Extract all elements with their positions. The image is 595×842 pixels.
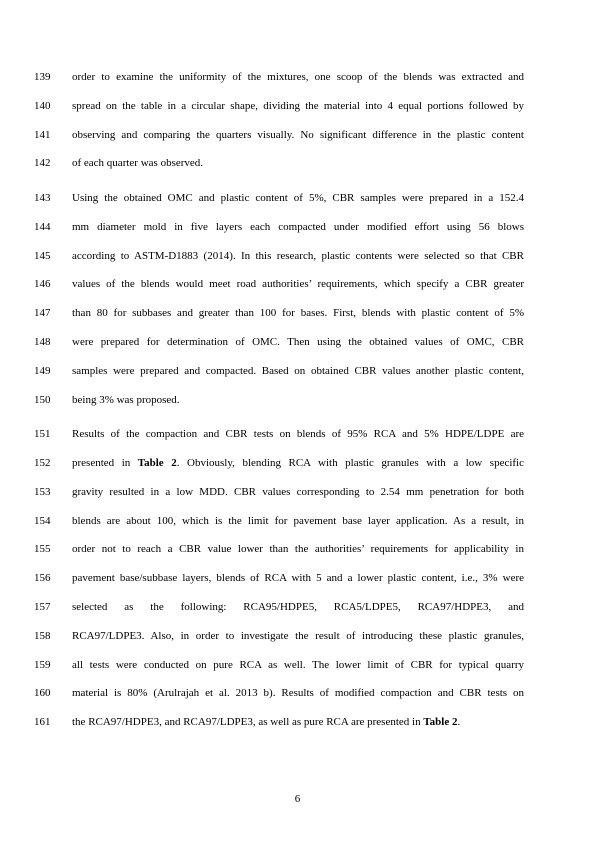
text-run: according to ASTM-D1883 (2014). In this research, plastic contents were selected so that CBR [72,249,524,262]
line-text [72,334,524,350]
line-number: 154 [34,514,51,527]
text-run: all tests were conducted on pure RCA as well. The lower limit of CBR for typical quarry [72,658,524,671]
line-number: 159 [34,658,51,671]
line-text [72,248,524,264]
line-number: 150 [34,393,51,406]
text-line [0,276,595,292]
line-number: 157 [34,601,51,614]
text-line [0,98,595,114]
line-text [72,541,524,557]
text-line [0,334,595,350]
text-line [0,305,595,321]
table-reference: Table 2 [423,716,458,729]
line-number: 152 [34,457,51,470]
text-line [0,455,595,471]
table-reference: Table 2 [137,457,177,470]
text-run: were prepared for determination of OMC. Then using the obtained values of OMC, CBR [72,336,524,349]
line-number: 140 [34,99,51,112]
text-run: presented in [72,457,138,470]
text-run: samples were prepared and compacted. Based on obtained CBR values another plastic content, [72,364,524,377]
line-text [72,276,524,292]
text-line [0,570,595,586]
line-text [72,426,524,442]
text-run: the RCA97/HDPE3, and RCA97/LDPE3, as well as pure RCA are presented in [72,716,424,729]
text-line [0,484,595,500]
line-number: 146 [34,278,51,291]
text-run: . [457,716,461,729]
line-number: 148 [34,336,51,349]
line-text [72,455,524,471]
text-run: being 3% was proposed. [72,393,180,406]
line-number: 151 [34,428,51,441]
text-run: mm diameter mold in five layers each compacted under modified effort using 56 blows [72,220,524,233]
line-text [72,628,524,644]
text-run: spread on the table in a circular shape, dividing the material into 4 equal portions followed by [72,99,524,112]
line-text [72,513,524,529]
line-number: 142 [34,157,51,170]
line-number: 153 [34,485,51,498]
text-run: of each quarter was observed. [72,157,204,170]
text-line [0,685,595,701]
line-number: 143 [34,192,51,205]
text-line [0,426,595,442]
line-text [72,69,524,85]
line-number: 155 [34,543,51,556]
text-run: material is 80% (Arulrajah et al. 2013 b). Results of modified compaction and CBR tests on [72,687,524,700]
line-text [72,155,524,171]
text-run: gravity resulted in a low MDD. CBR values corresponding to 2.54 mm penetration for both [72,485,524,498]
line-text [72,98,524,114]
line-text [72,305,524,321]
text-run: observing and comparing the quarters visually. No significant difference in the plastic content [72,128,524,141]
text-line [0,190,595,206]
text-run: Using the obtained OMC and plastic content of 5%, CBR samples were prepared in a 152.4 [72,192,524,205]
text-line [0,628,595,644]
text-run: Results of the compaction and CBR tests on blends of 95% RCA and 5% HDPE/LDPE are [72,428,524,441]
line-text [72,127,524,143]
text-line [0,363,595,379]
line-text [72,392,524,408]
text-run: order to examine the uniformity of the mixtures, one scoop of the blends was extracted and [72,71,524,83]
line-text [72,685,524,701]
text-run: values of the blends would meet road authorities’ requirements, which specify a CBR greater [72,278,524,291]
text-run: order not to reach a CBR value lower than the authorities’ requirements for applicability in [72,543,524,556]
text-run: pavement base/subbase layers, blends of RCA with 5 and a lower plastic content, i.e., 3% were [72,572,524,585]
line-text [72,484,524,500]
text-line [0,513,595,529]
text-line [0,541,595,557]
line-number: 149 [34,364,51,377]
line-text [72,219,524,235]
text-run: selected as the following: RCA95/HDPE5, RCA5/LDPE5, RCA97/HDPE3, and [72,601,524,614]
line-text [72,599,524,615]
text-line [0,219,595,235]
text-run: blends are about 100, which is the limit for pavement base layer application. As a result, in [72,514,524,527]
line-text [72,657,524,673]
page-number: 6 [294,793,301,805]
text-run: than 80 for subbases and greater than 100 for bases. First, blends with plastic content of 5% [72,307,524,320]
text-line [0,155,595,171]
line-number: 145 [34,249,51,262]
line-number: 161 [34,716,51,729]
line-text [72,714,524,730]
text-line [0,127,595,143]
line-number: 141 [34,128,51,141]
text-line [0,392,595,408]
line-number: 158 [34,629,51,642]
text-run: RCA97/LDPE3. Also, in order to investigate the result of introducing these plastic granules, [72,629,524,642]
line-number: 144 [34,220,51,233]
text-line [0,657,595,673]
text-line [0,599,595,615]
line-number: 156 [34,572,51,585]
text-line [0,248,595,264]
text-line [0,714,595,730]
line-text [72,363,524,379]
line-number: 147 [34,307,51,320]
line-number: 139 [34,71,51,83]
text-line [0,69,595,85]
line-number: 160 [34,687,51,700]
line-text [72,570,524,586]
text-run: . Obviously, blending RCA with plastic granules with a low specific [176,457,524,470]
line-text [72,190,524,206]
